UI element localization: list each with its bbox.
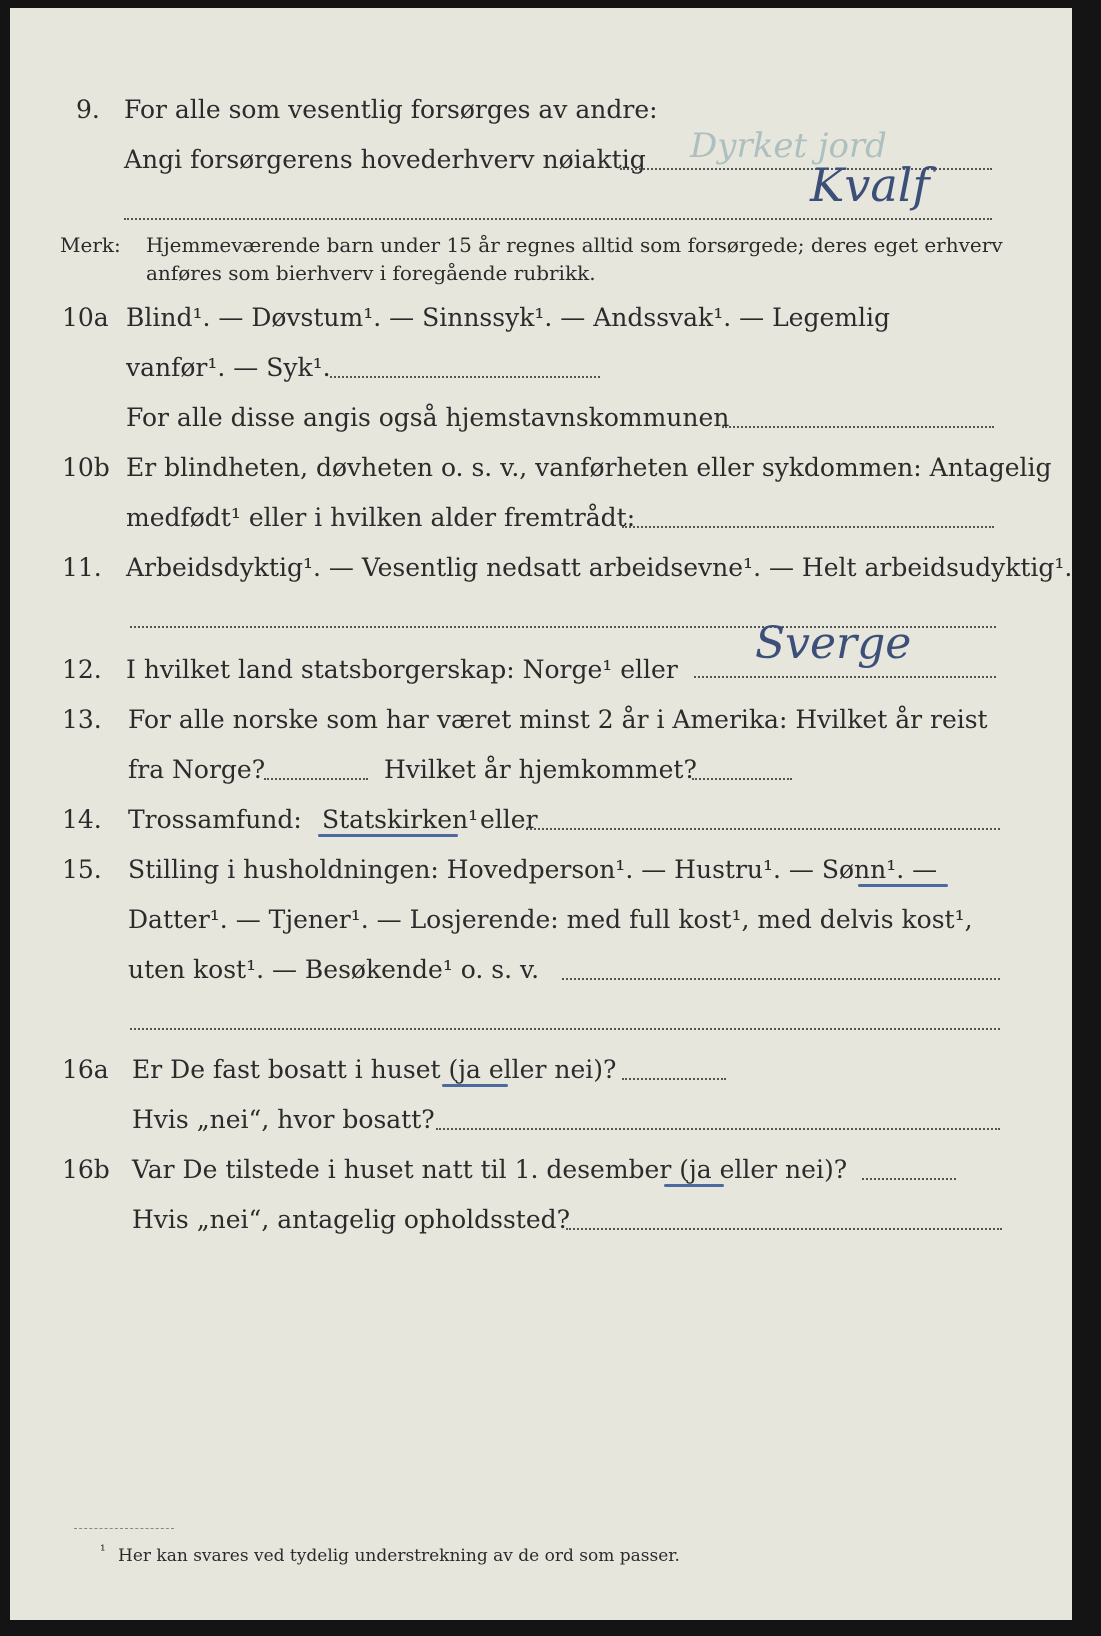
q13-line2 [10,748,1072,792]
q10b-line2 [10,496,1072,540]
q13-line1 [10,698,1072,742]
q10a-answer-line[interactable] [330,376,600,378]
q9-occupation-label: Angi forsørgerens hovederhverv nøiaktig [124,145,646,174]
q16b-line2 [10,1198,1072,1242]
q9-answer-line2[interactable] [124,218,992,220]
q15-underline-mark [858,884,948,887]
q10b-answer-line[interactable] [622,526,994,528]
q10b-text1: Er blindheten, døvheten o. s. v., vanførheten eller sykdommen: Antagelig [126,453,1052,482]
q16b-number: 16b [62,1155,110,1184]
q16b-place-line[interactable] [566,1228,1002,1230]
census-form-page [10,8,1072,1620]
footnote-marker: ¹ [100,1543,106,1559]
merk-label: Merk: [60,233,121,257]
q12-number: 12. [62,655,102,684]
footnote-rule [74,1528,174,1529]
q13-departure-year-line[interactable] [264,778,368,780]
q12-line1 [10,648,1072,692]
q12-answer-line[interactable] [694,676,996,678]
q11-number: 11. [62,553,102,582]
q13-text2a: fra Norge? [128,755,266,784]
q10a-text2: vanfør¹. — Syk¹. [126,353,331,382]
q16a-line2 [10,1098,1072,1142]
q9-number: 9. [76,95,100,124]
q10b-text2: medfødt¹ eller i hvilken alder fremtrådt: [126,503,636,532]
q13-text2b: Hvilket år hjemkommet? [384,755,697,784]
q11-line1 [10,546,1072,590]
q10b-number: 10b [62,453,110,482]
q14-or: eller [480,805,538,834]
q16a-answer-line[interactable] [622,1078,726,1080]
q9-line1 [10,88,1072,132]
q12-ink-answer: Sverge [755,618,912,669]
q9-text: For alle som vesentlig forsørges av andre: [124,95,658,124]
q10a-line1 [10,296,1072,340]
q10a-number: 10a [62,303,109,332]
q13-return-year-line[interactable] [692,778,792,780]
q15-answer-line2[interactable] [130,1028,1000,1030]
merk-text1: Hjemmeværende barn under 15 år regnes alltid som forsørgede; deres eget erhverv [146,233,1003,257]
q14-number: 14. [62,805,102,834]
q16b-text1: Var De tilstede i huset natt til 1. desember (ja eller nei)? [132,1155,848,1184]
q9-pencil-answer: Dyrket jord [690,126,887,166]
footnote-text: Her kan svares ved tydelig understrekning av de ord som passer. [118,1546,680,1566]
q16a-text2: Hvis „nei“, hvor bosatt? [132,1105,435,1134]
q16a-residence-line[interactable] [436,1128,1000,1130]
merk-line1 [10,230,1072,260]
q16a-text1: Er De fast bosatt i huset (ja eller nei)? [132,1055,617,1084]
q16a-number: 16a [62,1055,109,1084]
q16b-underline-mark [664,1184,724,1187]
q9-answer-line1[interactable] [620,168,992,170]
merk-line2 [10,258,1072,288]
q15-text3: uten kost¹. — Besøkende¹ o. s. v. [128,955,540,984]
q14-line1 [10,798,1072,842]
q16a-line1 [10,1048,1072,1092]
q14-option-statskirken[interactable]: Statskirken¹ [322,805,479,834]
q10a-home-municipality-line[interactable] [722,426,994,428]
q16a-underline-mark [442,1084,508,1087]
q11-text: Arbeidsdyktig¹. — Vesentlig nedsatt arbeidsevne¹. — Helt arbeidsudyktig¹. [126,553,1073,582]
q10a-line2 [10,346,1072,390]
q15-answer-line1[interactable] [562,978,1000,980]
q13-text1: For alle norske som har været minst 2 år i Amerika: Hvilket år reist [128,705,988,734]
q15-text1: Stilling i husholdningen: Hovedperson¹. — Hustru¹. — Sønn¹. — [128,855,938,884]
q10a-line3 [10,396,1072,440]
q10a-text1: Blind¹. — Døvstum¹. — Sinnssyk¹. — Andssvak¹. — Legemlig [126,303,890,332]
merk-text2: anføres som bierhverv i foregående rubrikk. [146,261,596,285]
q15-line2 [10,898,1072,942]
q13-number: 13. [62,705,102,734]
q9-ink-answer: Kvalf [810,158,930,212]
q15-text2: Datter¹. — Tjener¹. — Losjerende: med full kost¹, med delvis kost¹, [128,905,973,934]
q15-number: 15. [62,855,102,884]
q14-underline-mark [318,834,458,837]
q16b-text2: Hvis „nei“, antagelig opholdssted? [132,1205,571,1234]
q10a-text3: For alle disse angis også hjemstavnskommunen [126,403,730,432]
q15-line3 [10,948,1072,992]
q14-answer-line[interactable] [526,828,1000,830]
q16b-answer-line[interactable] [862,1178,956,1180]
q10b-line1 [10,446,1072,490]
q12-text: I hvilket land statsborgerskap: Norge¹ eller [126,655,678,684]
q16b-line1 [10,1148,1072,1192]
q14-label: Trossamfund: [128,805,302,834]
